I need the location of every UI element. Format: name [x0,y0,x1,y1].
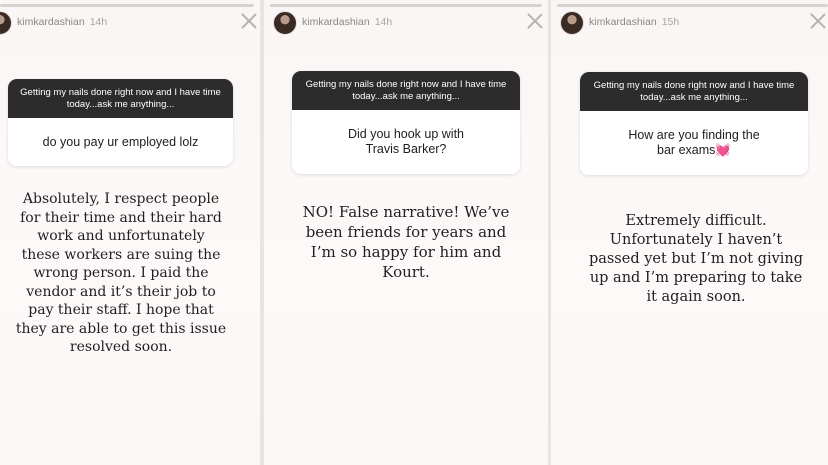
avatar[interactable] [0,11,12,35]
avatar[interactable] [560,11,584,35]
question-prompt: Getting my nails done right now and I have time today...ask me anything... [292,71,520,110]
story-progress-bar [0,4,254,7]
username-text[interactable]: kimkardashian [302,16,370,28]
story-username[interactable] [17,16,107,28]
story-panel-1[interactable] [0,0,260,465]
story-header [0,10,260,36]
story-time: 14h [374,16,393,28]
close-icon[interactable] [526,12,544,30]
story-progress-bar [557,4,828,7]
story-header [264,10,548,36]
story-time: 15h [661,16,680,28]
story-panel-2[interactable] [264,0,548,465]
username-text[interactable]: kimkardashian [17,16,85,28]
story-time: 14h [89,16,108,28]
question-sticker [8,79,233,166]
story-progress-bar [270,4,542,7]
question-text: How are you finding the bar exams💓 [580,111,808,175]
question-text: Did you hook up with Travis Barker? [292,110,520,174]
question-sticker [292,71,520,174]
close-icon[interactable] [809,12,827,30]
question-prompt: Getting my nails done right now and I have time today...ask me anything... [580,72,808,111]
answer-text: Absolutely, I respect people for their time and their hard work and unfortunately these workers are suing the wrong person. I paid the vendor and it’s their job to pay their staff. I hope that they are able to get this issue resolved soon. [15,191,227,355]
answer-text: Extremely difficult. Unfortunately I haven’t passed yet but I’m not giving up and I’m preparing to take it again soon. [588,213,804,305]
answer-text: NO! False narrative! We’ve been friends for years and I’m so happy for him and Kourt. [302,203,510,281]
story-header [551,10,828,36]
question-prompt: Getting my nails done right now and I have time today...ask me anything... [8,79,233,118]
avatar[interactable] [273,11,297,35]
close-icon[interactable] [240,12,258,30]
question-sticker [580,72,808,175]
story-panel-3[interactable] [551,0,828,465]
username-text[interactable]: kimkardashian [589,16,657,28]
story-username[interactable] [302,16,392,28]
story-username[interactable] [589,16,679,28]
question-text: do you pay ur employed lolz [8,118,233,166]
